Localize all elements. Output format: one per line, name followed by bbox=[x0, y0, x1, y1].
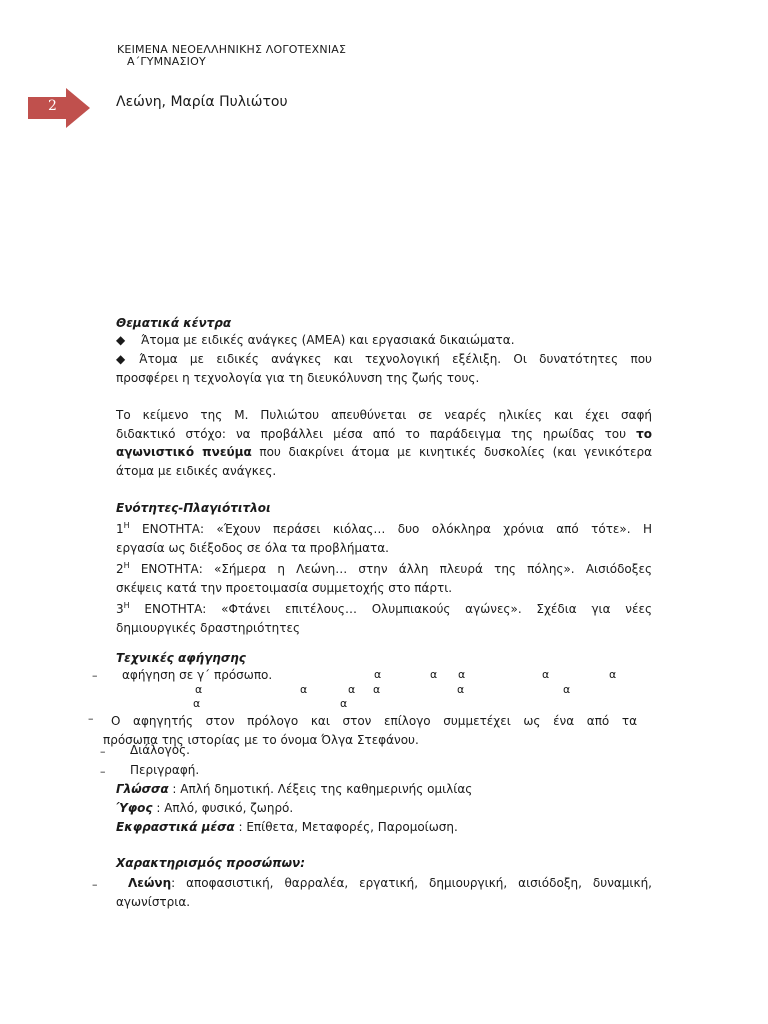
intro-line-3 bbox=[116, 443, 652, 462]
stray-glyph: α bbox=[195, 683, 203, 696]
unit-superscript: Η bbox=[123, 521, 130, 530]
thematic-heading: Θεματικά κέντρα bbox=[116, 316, 232, 330]
character-traits: : αποφασιστική, θαρραλέα, εργατική, δημιουργική, αισιόδοξη, δυναμική, bbox=[171, 876, 652, 890]
stray-glyph: α bbox=[374, 668, 382, 681]
unit-superscript: Η bbox=[123, 601, 130, 610]
unit-number: 1 bbox=[116, 522, 124, 536]
unit-number: 2 bbox=[116, 562, 124, 576]
stray-glyph: α bbox=[563, 683, 571, 696]
arrow-shape bbox=[28, 88, 90, 128]
page-number-arrow bbox=[28, 88, 90, 128]
intro-paragraph bbox=[116, 406, 652, 480]
dash-bullet-icon: – bbox=[100, 745, 106, 758]
unit-2-line-2: σκέψεις κατά την προετοιμασία συμμετοχής στο πάρτι. bbox=[116, 580, 453, 595]
language-text: : Απλή δημοτική. Λέξεις της καθημερινής ομιλίας bbox=[168, 782, 473, 796]
unit-number: 3 bbox=[116, 602, 124, 616]
stray-glyph: α bbox=[373, 683, 381, 696]
characters-heading: Χαρακτηρισμός προσώπων: bbox=[116, 856, 306, 870]
register-text: : Απλό, φυσικό, ζωηρό. bbox=[152, 801, 294, 815]
intro-line-1: Το κείμενο της Μ. Πυλιώτου απευθύνεται σε νεαρές ηλικίες και έχει σαφή bbox=[116, 408, 652, 422]
header-line-2: Α΄ΓΥΜΝΑΣΙΟΥ bbox=[127, 55, 206, 68]
narrative-heading: Τεχνικές αφήγησης bbox=[116, 651, 246, 665]
diamond-bullet-icon: ◆ bbox=[116, 352, 126, 366]
intro-text: που διακρίνει άτομα με κινητικές δυσκολίες (και γενικότερα bbox=[251, 445, 652, 459]
character-line-1 bbox=[116, 874, 652, 893]
unit-text: ΕΝΟΤΗΤΑ: «Σήμερα η Λεώνη… στην άλλη πλευρά της πόλης». Αισιόδοξες bbox=[129, 562, 652, 576]
narrative-item-1: αφήγηση σε γ΄ πρόσωπο. bbox=[122, 668, 273, 682]
intro-text: διδακτικό στόχο: να προβάλλει μέσα από το παράδειγμα της ηρωίδας του bbox=[116, 426, 637, 441]
narrative-item-2-line-2: πρόσωπα της ιστορίας με το όνομα Όλγα Στεφάνου. bbox=[103, 732, 419, 747]
stray-glyph: α bbox=[609, 668, 617, 681]
intro-bold: το bbox=[636, 426, 652, 441]
stray-glyph: α bbox=[430, 668, 438, 681]
stray-glyph: α bbox=[542, 668, 550, 681]
unit-text: ΕΝΟΤΗΤΑ: «Φτάνει επιτέλους… Ολυμπιακούς αγώνες». Σχέδια για νέες bbox=[129, 602, 652, 616]
dash-bullet-icon: – bbox=[100, 765, 106, 778]
language-line bbox=[116, 780, 472, 799]
devices-text: : Επίθετα, Μεταφορές, Παρομοίωση. bbox=[234, 820, 458, 834]
dash-bullet-icon: – bbox=[92, 878, 98, 891]
unit-1-line-2: εργασία ως διέξοδος σε όλα τα προβλήματα. bbox=[116, 540, 389, 555]
unit-3-line-2: δημιουργικές δραστηριότητες bbox=[116, 620, 301, 635]
intro-bold: αγωνιστικό πνεύμα bbox=[116, 445, 252, 459]
language-label: Γλώσσα bbox=[116, 782, 169, 796]
document-title: Λεώνη, Μαρία Πυλιώτου bbox=[116, 94, 288, 110]
intro-line-4: άτομα με ειδικές ανάγκες. bbox=[116, 463, 277, 478]
dash-bullet-icon: – bbox=[92, 669, 98, 682]
page-number: 2 bbox=[48, 98, 57, 114]
narrative-item-2-line-1: Ο αφηγητής στον πρόλογο και στον επίλογο συμμετέχει ως ένα από τα bbox=[111, 714, 637, 728]
stray-glyph: α bbox=[300, 683, 308, 696]
unit-text: ΕΝΟΤΗΤΑ: «Έχουν περάσει κιόλας… δυο ολόκληρα χρόνια από τότε». Η bbox=[129, 522, 652, 536]
unit-3-line-1 bbox=[116, 597, 652, 619]
stray-glyph: α bbox=[458, 668, 466, 681]
stray-glyph: α bbox=[340, 697, 348, 710]
stray-glyph: α bbox=[193, 697, 201, 710]
bullet-item-2 bbox=[116, 350, 652, 387]
intro-line-2 bbox=[116, 425, 652, 444]
devices-label: Εκφραστικά μέσα bbox=[116, 820, 235, 834]
unit-1-line-1 bbox=[116, 517, 652, 539]
unit-superscript: Η bbox=[123, 561, 130, 570]
unit-2-line-1 bbox=[116, 557, 652, 579]
register-label: Ύφος bbox=[116, 801, 153, 815]
bullet-text-2-line-2: προσφέρει η τεχνολογία για τη διευκόλυνση της ζωής τους. bbox=[116, 370, 480, 385]
character-line-2: αγωνίστρια. bbox=[116, 894, 191, 909]
stray-glyph: α bbox=[348, 683, 356, 696]
character-leoni bbox=[116, 874, 652, 911]
bullet-item-1 bbox=[116, 331, 515, 350]
units-list bbox=[116, 517, 652, 637]
dash-bullet-icon: – bbox=[88, 712, 94, 725]
bullet-text-2-line-1: Άτομα με ειδικές ανάγκες και τεχνολογική εξέλιξη. Οι δυνατότητες που bbox=[139, 352, 652, 366]
register-line bbox=[116, 799, 293, 818]
narrative-item-3: Διάλογος. bbox=[130, 743, 190, 757]
header-line-1: ΚΕΙΜΕΝΑ ΝΕΟΕΛΛΗΝΙΚΗΣ ΛΟΓΟΤΕΧΝΙΑΣ bbox=[117, 43, 347, 56]
units-heading: Ενότητες-Πλαγιότιτλοι bbox=[116, 501, 271, 515]
diamond-bullet-icon: ◆ bbox=[116, 333, 126, 347]
bullet-text-1: Άτομα με ειδικές ανάγκες (ΑΜΕΑ) και εργασιακά δικαιώματα. bbox=[141, 333, 515, 347]
narrative-item-4: Περιγραφή. bbox=[130, 763, 200, 777]
devices-line bbox=[116, 818, 458, 837]
character-name: Λεώνη bbox=[128, 876, 172, 890]
stray-glyph: α bbox=[457, 683, 465, 696]
